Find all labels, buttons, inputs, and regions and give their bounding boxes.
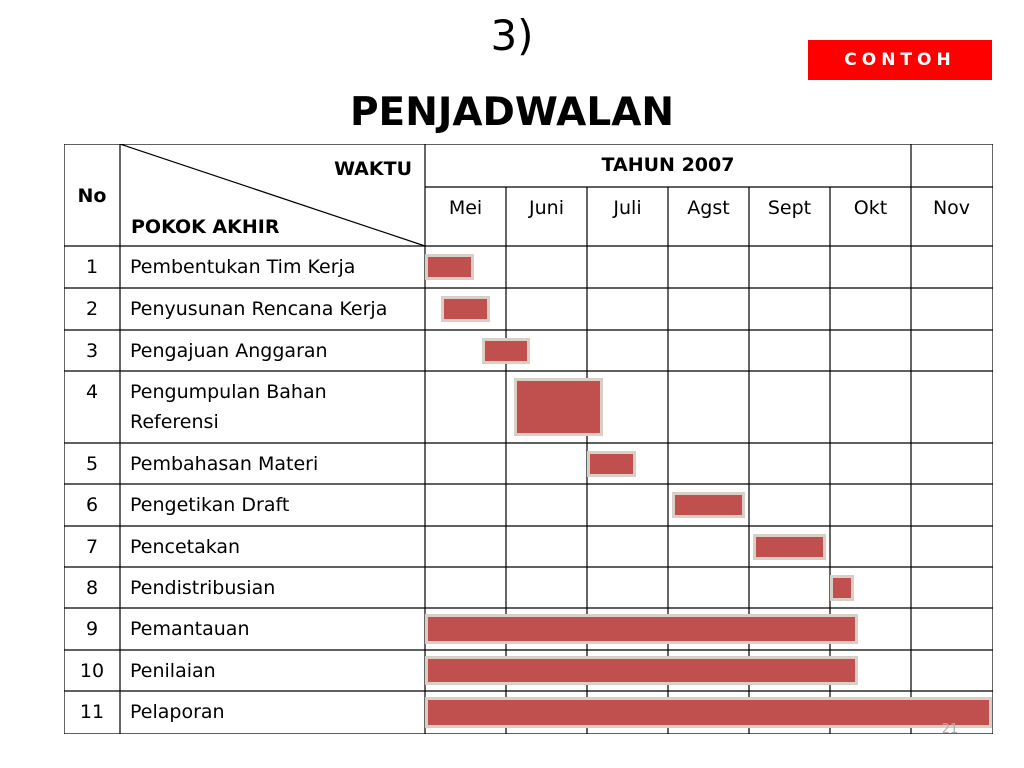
task-name: [130, 614, 423, 644]
schedule-bar: [425, 656, 858, 685]
task-name: [130, 573, 423, 603]
schedule-bar: [441, 296, 490, 322]
page-number: 21: [941, 722, 959, 737]
task-name: [130, 532, 423, 562]
schedule-bar: [514, 378, 603, 436]
schedule-bar: [672, 492, 745, 518]
row-number: 6: [85, 494, 99, 516]
task-name-line: Penilaian: [130, 660, 216, 682]
column-header-pokok-akhir: POKOK AKHIR: [131, 216, 280, 238]
page-title: PENJADWALAN: [349, 90, 675, 135]
slide-number: 3): [490, 11, 534, 60]
row-number: 3: [85, 340, 99, 362]
task-name-line: Pelaporan: [130, 701, 225, 723]
row-number: 5: [85, 453, 99, 475]
task-name: [130, 294, 423, 324]
schedule-bar: [425, 254, 474, 280]
row-number: 1: [85, 256, 99, 278]
task-name: [130, 336, 423, 366]
row-number: 8: [85, 577, 99, 599]
row-number: 4: [85, 381, 99, 403]
month-header: Sept: [767, 197, 812, 219]
row-number: 2: [85, 298, 99, 320]
column-header-no: No: [77, 185, 107, 207]
row-number: 10: [79, 660, 105, 682]
task-name: [130, 490, 423, 520]
schedule-bar: [830, 575, 854, 601]
task-name-line: Pembentukan Tim Kerja: [130, 256, 356, 278]
month-header: Okt: [853, 197, 888, 219]
schedule-bar: [482, 338, 531, 364]
column-header-waktu: WAKTU: [334, 158, 412, 180]
task-name-line: Pemantauan: [130, 618, 250, 640]
row-number: 11: [79, 701, 105, 723]
task-name-line: Pendistribusian: [130, 577, 276, 599]
schedule-bar: [425, 614, 858, 644]
task-name-line: Referensi: [130, 411, 219, 433]
month-header: Juni: [529, 197, 564, 219]
schedule-bar: [753, 534, 826, 560]
schedule-table: [64, 144, 993, 734]
month-header: Nov: [932, 197, 971, 219]
task-name: [130, 377, 423, 437]
example-badge: CONTOH: [808, 40, 992, 80]
task-name-line: Pencetakan: [130, 536, 241, 558]
task-name: [130, 697, 423, 727]
month-header: Juli: [613, 197, 642, 219]
task-name-line: Penyusunan Rencana Kerja: [130, 298, 388, 320]
task-name: [130, 252, 423, 282]
schedule-bar: [587, 451, 636, 477]
month-header: Agst: [687, 197, 730, 219]
task-name-line: Pengajuan Anggaran: [130, 340, 328, 362]
task-name-line: Pembahasan Materi: [130, 453, 319, 475]
task-name-line: Pengetikan Draft: [130, 494, 290, 516]
task-name: [130, 656, 423, 686]
row-number: 7: [85, 536, 99, 558]
schedule-bar: [425, 697, 992, 728]
row-number: 9: [85, 618, 99, 640]
task-name: [130, 449, 423, 479]
task-name-line: Pengumpulan Bahan: [130, 381, 327, 403]
year-header: TAHUN 2007: [601, 154, 735, 176]
month-header: Mei: [448, 197, 483, 219]
